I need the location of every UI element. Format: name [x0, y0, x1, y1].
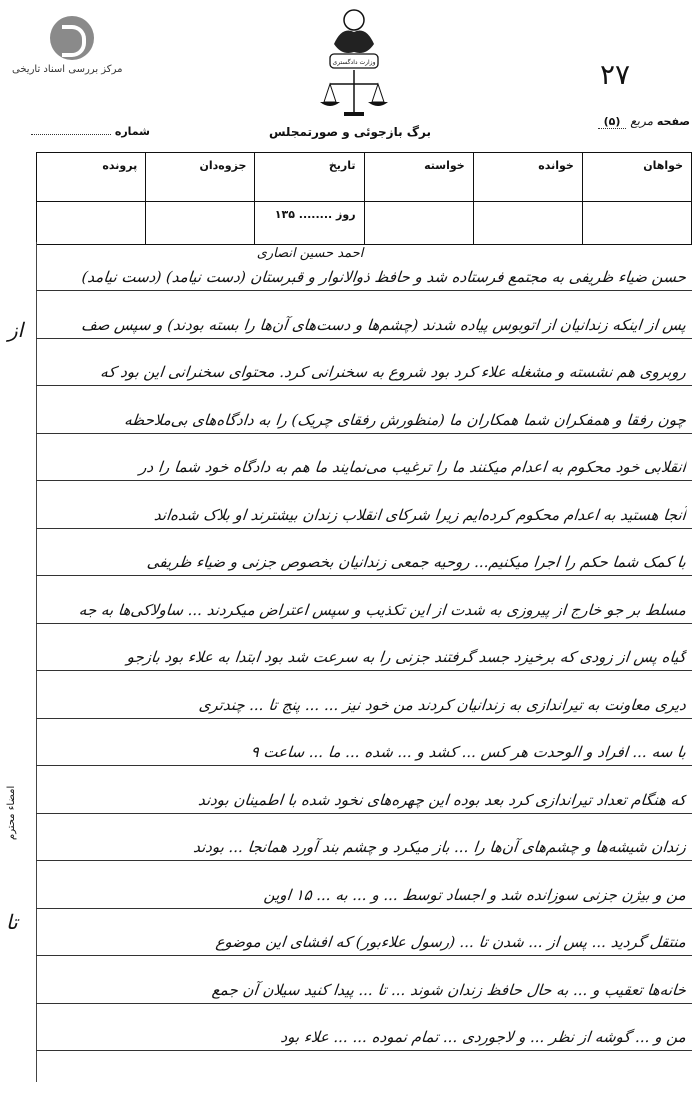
ruled-line: [36, 955, 692, 956]
ruled-line: [36, 623, 692, 624]
value-cell-file-folder: [146, 202, 255, 245]
header-cell-claim: خواسته: [364, 153, 473, 202]
header-cell-case-file: پرونده: [37, 153, 146, 202]
handwritten-line: که هنگام تعداد تیراندازی کرد بعد بوده این چهره‌های نخود شده با اطمینان بودند: [197, 790, 687, 809]
ruled-line: [36, 528, 692, 529]
emblem-label: وزارت دادگستری: [332, 59, 376, 66]
handwritten-line: گیاه پس از زودی که برخیزد جسد گرفتند جزنی را به سرعت شد بود ابتدا به علاء بود بازجو: [125, 648, 687, 666]
ruled-line: [36, 1050, 692, 1051]
ruled-line: [36, 1003, 692, 1004]
handwritten-line: انقلابی خود محکوم به اعدام میکنند ما را ترغیب می‌نمایند ما هم به دادگاه خود شما را در: [138, 458, 687, 476]
margin-mark-to: تا: [6, 910, 18, 934]
margin-mark-from: از: [8, 318, 24, 342]
value-cell-case-file: [37, 202, 146, 245]
header-cell-file-folder: جزوه‌دان: [146, 153, 255, 202]
archive-logo-icon: [50, 16, 94, 60]
handwritten-line: حسن ضیاء ظریفی به مجتمع فرستاده شد و حافظ ذوالانوار و قبرستان (دست نیامد) (دست نیامد): [80, 268, 687, 286]
ruled-line: [36, 338, 692, 339]
number-label: شماره: [114, 125, 150, 138]
value-cell-date: روز ........ ۱۳۵: [255, 202, 364, 245]
number-field: [30, 125, 150, 138]
header-cell-defendant: خوانده: [473, 153, 582, 202]
handwritten-line: روبروی هم نشسته و مشغله علاء کرد بود شروع به سخنرانی کرد. محتوای سخنرانی این بود که: [99, 363, 687, 381]
number-value-line: [31, 134, 111, 135]
page-label: صفحه: [656, 115, 690, 128]
case-info-table: [36, 152, 692, 245]
handwritten-line: زندان شیشه‌ها و چشم‌های آن‌ها را ... باز میکرد و چشم بند آورد همانجا ... بودند: [192, 838, 687, 856]
ruled-line: [36, 813, 692, 814]
margin-vertical-note: امضاء محترم: [6, 785, 17, 840]
handwritten-line: من و بیژن جزنی سوزانده شد و اجساد توسط ... و ... به ... ۱۵ اوین: [262, 885, 687, 904]
handwritten-line: آنجا هستید به اعدام محکوم کرده‌ایم زیرا شرکای انقلاب زندان بیشترند او بلاک شده‌اند: [153, 505, 687, 524]
ruled-line: [36, 575, 692, 576]
handwritten-line: منتقل گردید ... پس از ... شدن تا ... (رسول علاءبور) که افشای این موضوع: [214, 933, 687, 951]
ruled-line: [36, 860, 692, 861]
ruled-line: [36, 718, 692, 719]
form-title: برگ بازجوئی و صورتمجلس: [268, 125, 432, 139]
handwritten-page-number: ۲۷: [600, 58, 631, 91]
ruled-line: [36, 433, 692, 434]
header-cell-date: تاریخ: [255, 153, 364, 202]
value-cell-claim: [364, 202, 473, 245]
lion-and-sun-emblem-icon: [316, 4, 392, 122]
handwritten-line: با سه ... افراد و الوحدت هر کس ... کشد و ... شده ... ما ... ساعت ۹: [249, 743, 687, 761]
handwritten-line: خانه‌ها تعقیب و ... به حال حافظ زندان شوند ... تا ... پیدا کنید سیلان آن جمع: [211, 980, 687, 999]
header-cell-plaintiff: خواهان: [582, 153, 691, 202]
page-field: [560, 114, 690, 128]
page-value: (۵): [598, 115, 627, 129]
handwritten-line: با کمک شما حکم را اجرا میکنیم... روحیه جمعی زندانیان بخصوص جزنی و ضیاء ظریفی: [146, 553, 687, 571]
ruled-line: [36, 670, 692, 671]
handwritten-line: مسلط بر جو خارج از پیروزی به شدت از این تکذیب و سپس اعتراض میکردند ... ساولاکی‌ها به جه: [78, 600, 687, 619]
handwritten-line: چون رفقا و همفکران شما همکاران ما (منظورش رفقای چریک) را به دادگاه‌های بی‌ملاحظه: [123, 410, 687, 429]
ruled-line: [36, 385, 692, 386]
ruled-line: [36, 765, 692, 766]
ruled-line: [36, 480, 692, 481]
interlinear-note: احمد حسین انصاری: [256, 246, 364, 261]
handwritten-line: دیری معاونت به تیراندازی به زندانیان کردند من خود نیز ... ... پنج تا ... چندتری: [197, 695, 687, 714]
handwritten-line: من و ... گوشه از نظر ... و لاجوردی ... تمام نموده ... ... علاء بود: [279, 1028, 687, 1046]
ruled-line: [36, 290, 692, 291]
value-cell-defendant: [473, 202, 582, 245]
archive-logo-text: مرکز بررسی اسناد تاریخی: [12, 64, 123, 75]
handwritten-line: پس از اینکه زندانیان از اتوبوس پیاده شدند (چشم‌ها و دست‌های آن‌ها را بسته بودند) و سپس صف: [80, 315, 687, 334]
page-hand-note: مربع: [630, 114, 653, 128]
value-cell-plaintiff: [582, 202, 691, 245]
ruled-line: [36, 908, 692, 909]
